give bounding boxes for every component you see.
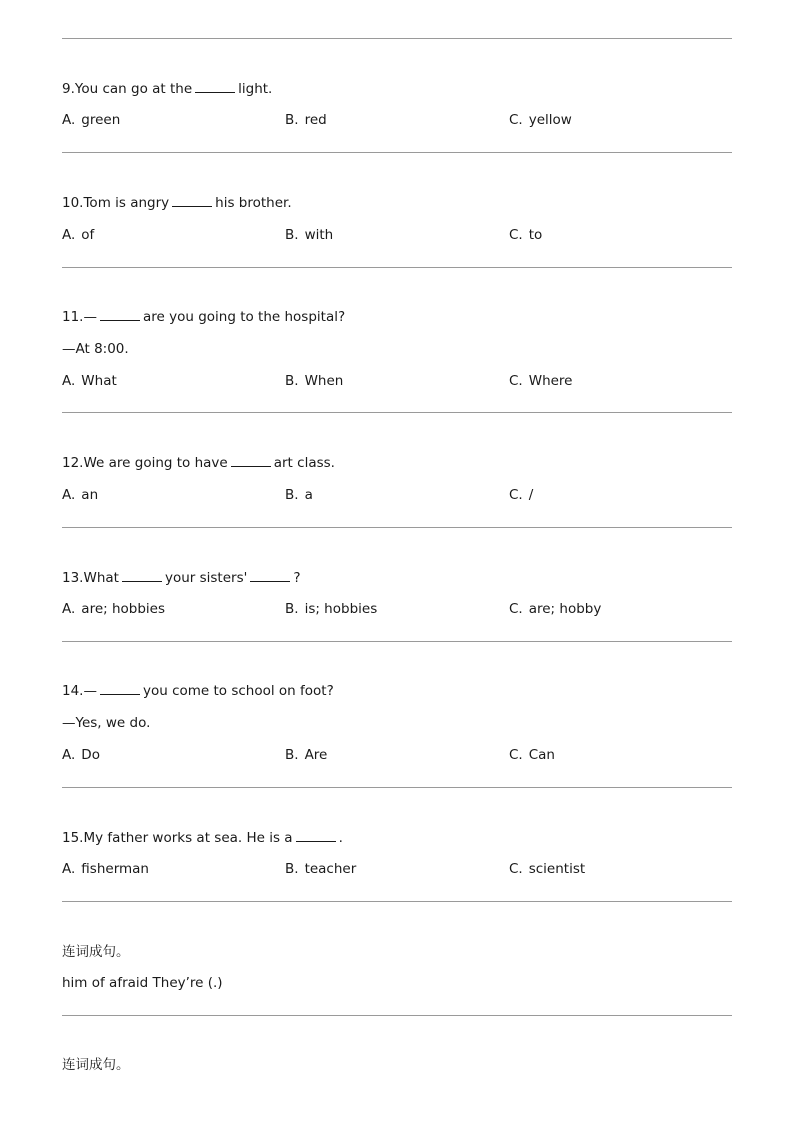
answer-blank [100,682,140,695]
question-14-option-c[interactable]: C. Can [509,747,555,763]
question-9-option-b[interactable]: B. red [285,112,327,128]
divider [62,527,732,528]
question-11-option-c[interactable]: C. Where [509,373,573,389]
question-15-option-b[interactable]: B. teacher [285,861,357,877]
answer-blank [100,308,140,321]
answer-blank [250,569,290,582]
question-10-stem: 10.Tom is angry his brother. [62,195,292,211]
sentence-task-words: him of afraid They’re (.) [62,975,223,991]
question-11-reply: —At 8:00. [62,341,129,357]
divider [62,901,732,902]
question-15-stem: 15.My father works at sea. He is a . [62,830,343,846]
question-12-option-a[interactable]: A. an [62,487,99,503]
sentence-task-instruction: 连词成句。 [62,1057,130,1073]
divider [62,1015,732,1016]
divider [62,267,732,268]
question-10-option-a[interactable]: A. of [62,227,95,243]
question-13-stem: 13.What your sisters' ? [62,570,301,586]
question-15-option-a[interactable]: A. fisherman [62,861,149,877]
divider [62,412,732,413]
answer-blank [122,569,162,582]
question-15-option-c[interactable]: C. scientist [509,861,586,877]
divider [62,787,732,788]
question-11-option-a[interactable]: A. What [62,373,117,389]
question-13-option-b[interactable]: B. is; hobbies [285,601,378,617]
question-14-reply: —Yes, we do. [62,715,151,731]
divider [62,38,732,39]
answer-blank [195,80,235,93]
question-9-option-c[interactable]: C. yellow [509,112,572,128]
divider [62,152,732,153]
answer-blank [296,829,336,842]
question-13-option-c[interactable]: C. are; hobby [509,601,602,617]
divider [62,641,732,642]
question-12-option-b[interactable]: B. a [285,487,313,503]
question-12-stem: 12.We are going to have art class. [62,455,335,471]
sentence-task-instruction: 连词成句。 [62,944,130,960]
question-14-stem: 14.— you come to school on foot? [62,683,334,699]
question-10-option-c[interactable]: C. to [509,227,543,243]
question-14-option-a[interactable]: A. Do [62,747,100,763]
question-9-stem: 9.You can go at the light. [62,81,273,97]
question-10-option-b[interactable]: B. with [285,227,334,243]
question-11-stem: 11.— are you going to the hospital? [62,309,346,325]
question-12-option-c[interactable]: C. / [509,487,534,503]
question-14-option-b[interactable]: B. Are [285,747,328,763]
question-11-option-b[interactable]: B. When [285,373,344,389]
answer-blank [172,194,212,207]
question-9-option-a[interactable]: A. green [62,112,121,128]
question-13-option-a[interactable]: A. are; hobbies [62,601,166,617]
answer-blank [231,454,271,467]
